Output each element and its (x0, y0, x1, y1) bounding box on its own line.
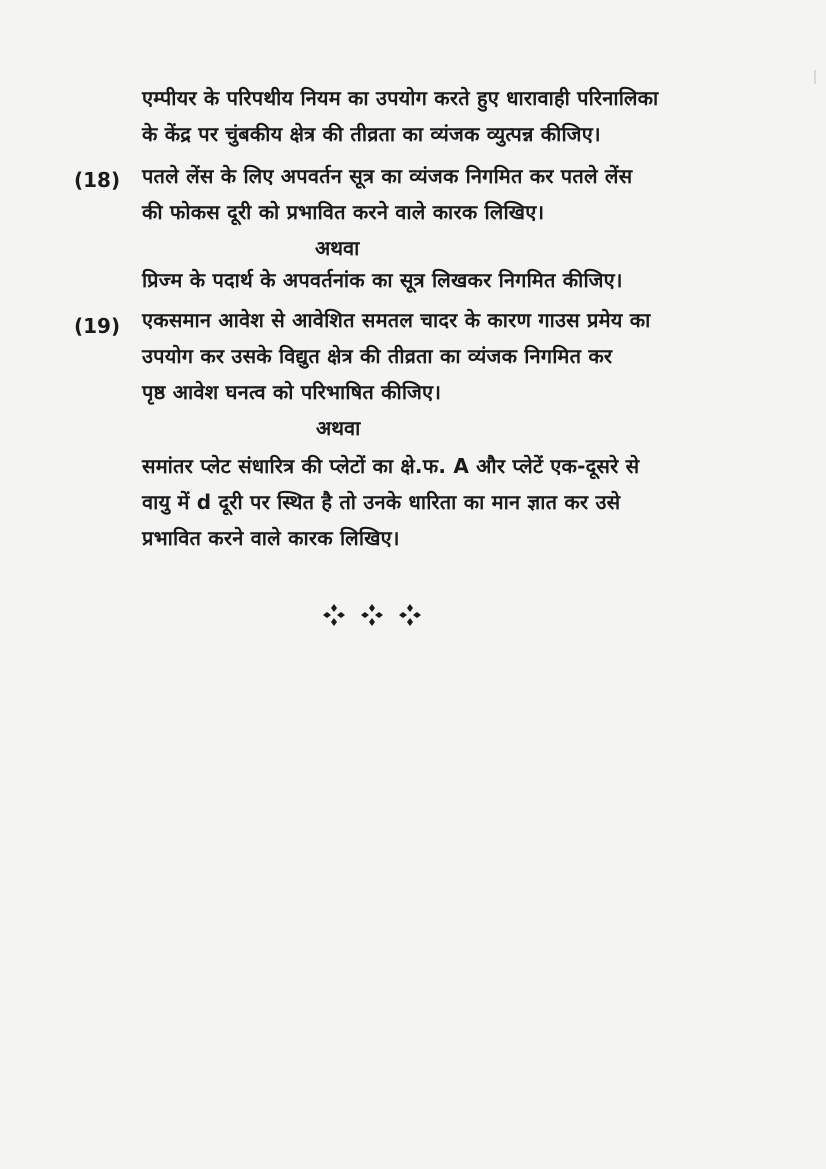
text-line: एकसमान आवेश से आवेशित समतल चादर के कारण गाउस प्रमेय का (142, 308, 651, 332)
diamond-quatrefoil-icon (398, 603, 422, 627)
text-line: प्रभावित करने वाले कारक लिखिए। (142, 526, 400, 550)
text-line: प्रिज्म के पदार्थ के अपवर्तनांक का सूत्र लिखकर निगमित कीजिए। (142, 268, 623, 292)
question-number: (19) (74, 314, 121, 338)
text-line: समांतर प्लेट संधारित्र की प्लेटों का क्षे.फ. A और प्लेटें एक-दूसरे से (142, 454, 640, 478)
text-line: वायु में d दूरी पर स्थित है तो उनके धारिता का मान ज्ञात कर उसे (142, 490, 621, 514)
text-line: एम्पीयर के परिपथीय नियम का उपयोग करते हुए धारावाही परिनालिका (142, 86, 659, 110)
end-ornament (322, 600, 442, 630)
question-number: (18) (74, 168, 121, 192)
or-label: अथवा (315, 236, 360, 260)
scan-edge-mark (814, 70, 816, 84)
or-label: अथवा (316, 416, 361, 440)
diamond-quatrefoil-icon (322, 603, 346, 627)
text-line: उपयोग कर उसके विद्युत क्षेत्र की तीव्रता का व्यंजक निगमित कर (142, 344, 613, 368)
text-line: के केंद्र पर चुंबकीय क्षेत्र की तीव्रता का व्यंजक व्युत्पन्न कीजिए। (142, 122, 601, 146)
text-line: की फोकस दूरी को प्रभावित करने वाले कारक लिखिए। (142, 200, 545, 224)
diamond-quatrefoil-icon (360, 603, 384, 627)
text-line: पतले लेंस के लिए अपवर्तन सूत्र का व्यंजक निगमित कर पतले लेंस (142, 164, 633, 188)
text-line: पृष्ठ आवेश घनत्व को परिभाषित कीजिए। (142, 380, 442, 404)
